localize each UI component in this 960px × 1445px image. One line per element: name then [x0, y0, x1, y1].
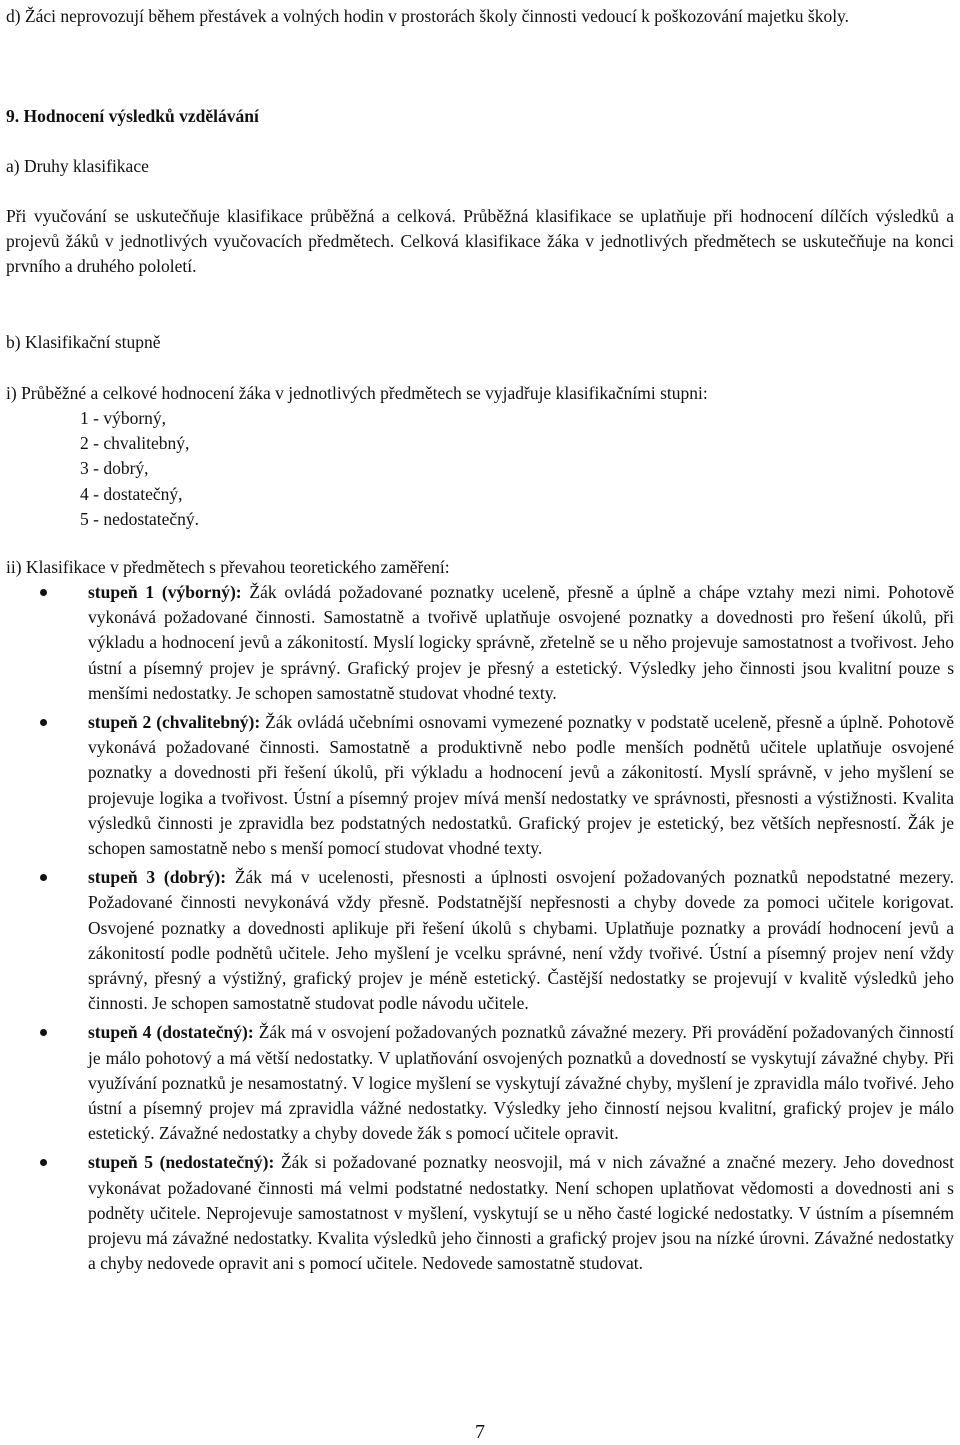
grade-item: 1 - výborný, — [80, 408, 167, 428]
top-paragraph: d) Žáci neprovozují během přestávek a volných hodin v prostorách školy činnosti vedoucí k poškozování majetku školy. — [6, 6, 850, 26]
grade-label: stupeň 3 (dobrý): — [88, 867, 227, 888]
grade-description: Žák si požadované poznatky neosvojil, má v nich závažné a značné mezery. Jeho dovednost vykonávat požadované činnosti má velmi podstatné nedostatky. Není schopen uplatňovat vědomosti a dovednosti ani s podněty učitele. Neprojevuje samostatnost v myšlení, vyskytují se u něho časté logické nedostatky. V ústním a písemném projevu má závažné nedostatky. Kvalita výsledků jeho činnosti a grafický projev jsou na nízké úrovni. Závažné nedostatky a chyby nedovede opravit ani s pomocí učitele. Nedovede samostatně studovat. — [88, 1152, 954, 1274]
bullet-icon — [40, 874, 47, 881]
grade-label: stupeň 1 (výborný): — [88, 582, 242, 602]
grade-label: stupeň 4 (dostatečný): — [88, 1022, 254, 1043]
grade-description: Žák má v osvojení požadovaných poznatků závažné mezery. Při provádění požadovaných činností je málo pohotový a má větší nedostatky. V uplatňování osvojených poznatků a dovedností se vyskytují závažné chyby. Při využívání poznatků je nesamostatný. V logice myšlení se vyskytují závažné chyby, myšlení je zpravidla málo tvořivé. Jeho ústní a písemný projev má zpravidla vážné nedostatky. Výsledky jeho činností nejsou kvalitní, grafický projev je málo estetický. Závažné nedostatky a chyby dovede žák s pomocí učitele opravit. — [88, 1022, 954, 1144]
subsection-b-heading: b) Klasifikační stupně — [6, 332, 161, 352]
list-item — [0, 865, 954, 1016]
grade-item: 4 - dostatečný, — [80, 483, 183, 504]
list-item — [0, 580, 954, 706]
grade-description: Žák má v ucelenosti, přesnosti a úplnosti osvojení požadovaných poznatků nepodstatné mezery. Požadované činnosti nevykonává vždy přesně. Podstatnější nepřesnosti a chyby dovede za pomoci učitele korigovat. Osvojené poznatky a dovednosti aplikuje při řešení úkolů s chybami. Uplatňuje poznatky a provádí hodnocení jevů a zákonitostí podle podnětů učitele. Jeho myšlení je vcelku správné, není vždy tvořivé. Ústní a písemný projev není vždy správný, přesný a výstižný, grafický projev je méně estetický. Častější nedostatky se projevují v kvalitě výsledků jeho činnosti. Je schopen samostatně studovat podle návodu učitele. — [88, 867, 954, 1014]
paragraph-a: Při vyučování se uskutečňuje klasifikace průběžná a celková. Průběžná klasifikace se uplatňuje při hodnocení dílčích výsledků a projevů žáků v jednotlivých vyučovacích předmětech. Celková klasifikace žáka v jednotlivých předmětech se uskutečňuje na konci prvního a druhého pololetí. — [6, 206, 954, 277]
list-item — [0, 710, 954, 861]
grade-item: 3 - dobrý, — [80, 458, 149, 479]
subsection-a-heading: a) Druhy klasifikace — [6, 156, 149, 176]
page-number: 7 — [475, 1421, 485, 1443]
paragraph-ii: ii) Klasifikace v předmětech s převahou teoretického zaměření: — [6, 557, 450, 577]
grade-descriptions-list — [0, 580, 954, 1280]
bullet-icon — [40, 1159, 47, 1166]
grade-label: stupeň 2 (chvalitebný): — [88, 712, 261, 733]
list-item — [0, 1020, 954, 1146]
grade-description: Žák ovládá požadované poznatky uceleně, přesně a úplně a chápe vztahy mezi nimi. Pohotově vykonává požadované činnosti. Samostatně a tvořivě uplatňuje osvojené poznatky a dovednosti pro řešení úkolů, při výkladu a hodnocení jevů a zákonitostí. Myslí logicky správně, zřetelně se u něho projevuje samostatnost a tvořivost. Jeho ústní a písemný projev je správný. Grafický projev je přesný a estetický. Výsledky jeho činnosti jsou kvalitní pouze s menšími nedostatky. Je schopen samostatně studovat vhodné texty. — [88, 582, 954, 703]
bullet-icon — [40, 1029, 47, 1036]
bullet-icon — [40, 589, 47, 596]
bullet-icon — [40, 719, 47, 726]
grades-list — [80, 406, 199, 532]
list-item — [0, 1150, 954, 1276]
grade-description: Žák ovládá učebními osnovami vymezené poznatky v podstatě uceleně, přesně a úplně. Pohotově vykonává požadované činnosti. Samostatně a produktivně nebo podle menších podnětů učitele uplatňuje osvojené poznatky a dovednosti při řešení úkolů, při výkladu a hodnocení jevů a zákonitostí. Myslí správně, v jeho myšlení se projevuje logika a tvořivost. Ústní a písemný projev mívá menší nedostatky ve správnosti, přesnosti a výstižnosti. Kvalita výsledků činnosti je zpravidla bez podstatných nedostatků. Grafický projev je estetický, bez větších nepřesností. Žák je schopen samostatně nebo s menší pomocí studovat vhodné texty. — [88, 712, 954, 859]
grade-item: 5 - nedostatečný. — [80, 508, 200, 529]
paragraph-i: i) Průběžné a celkové hodnocení žáka v jednotlivých předmětech se vyjadřuje klasifikačními stupni: — [6, 383, 708, 403]
section-heading: 9. Hodnocení výsledků vzdělávání — [6, 106, 259, 126]
grade-label: stupeň 5 (nedostatečný): — [88, 1152, 275, 1173]
grade-item: 2 - chvalitebný, — [80, 433, 190, 454]
